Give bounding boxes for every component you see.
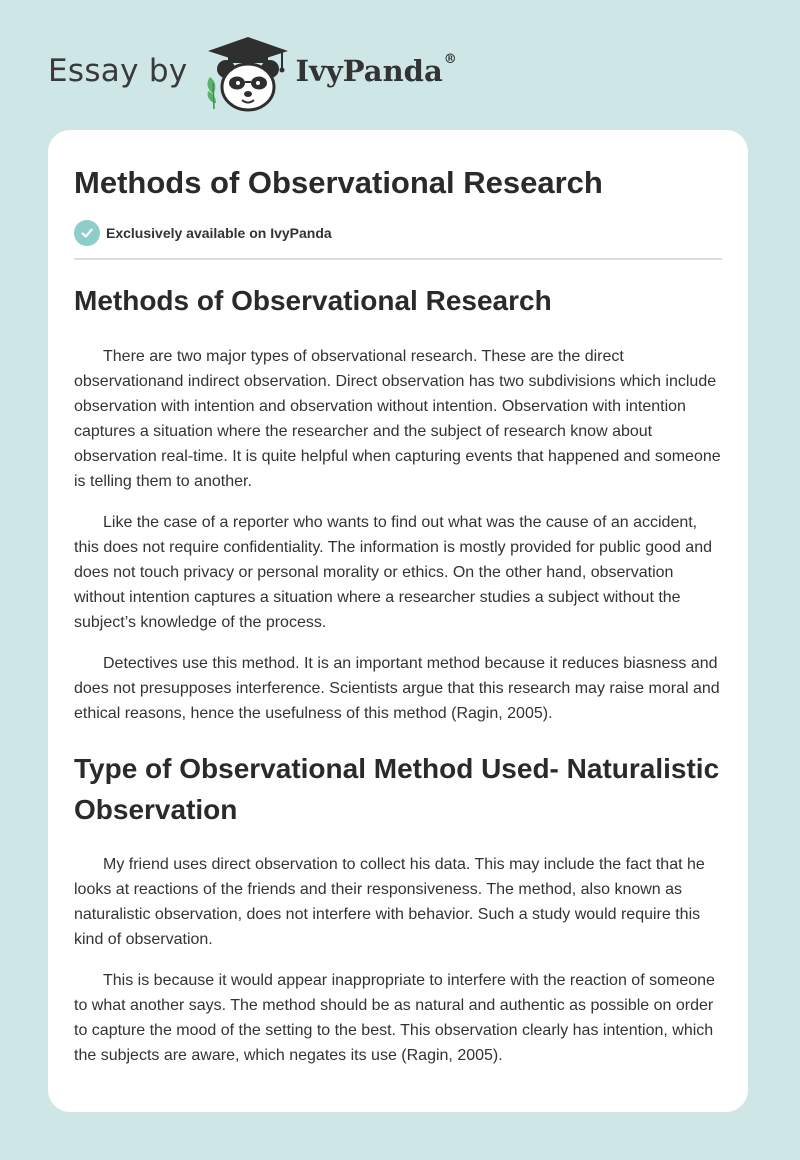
section-heading: Type of Observational Method Used- Naturalistic Observation [74, 753, 720, 825]
paragraph: There are two major types of observational research. These are the direct observationand indirect observation. Direct observation has two subdivisions which include observation with intention and observation without intention. Observation with intention captures a situation where the researcher and the subject of research know about observation real-time. It is quite helpful when capturing events that happened and someone is telling them to another. [74, 348, 721, 490]
essay-card [48, 130, 748, 1112]
section-heading: Methods of Observational Research [74, 285, 552, 316]
panda-logo-icon[interactable] [202, 35, 294, 113]
paragraph: This is because it would appear inappropriate to interfere with the reaction of someone to what another says. The method should be as natural and authentic as possible on order to capture the mood of the setting to the best. This observation clearly has intention, which the subjects are aware, which negates its use (Ragin, 2005). [74, 972, 715, 1064]
badge-text: Exclusively available on IvyPanda [106, 225, 332, 241]
paragraph: Like the case of a reporter who wants to find out what was the cause of an accident, this does not require confidentiality. The information is mostly provided for public good and does not touch privacy or personal morality or ethics. On the other hand, observation without intention captures a situation where a researcher studies a subject without the subject’s knowledge of the process. [74, 514, 712, 631]
paragraph: Detectives use this method. It is an important method because it reduces biasness and does not presupposes interference. Scientists argue that this research may raise moral and ethical reasons, hence the usefulness of this method (Ragin, 2005). [74, 655, 720, 722]
brand-prefix: Essay by [48, 53, 188, 89]
paragraph: My friend uses direct observation to collect his data. This may include the fact that he looks at reactions of the friends and their responsiveness. The method, also known as naturalistic observation, does not interfere with behavior. Such a study would require this kind of observation. [74, 856, 705, 948]
brand-name: IvyPanda® [295, 52, 457, 88]
check-icon [74, 220, 100, 246]
brand-header [48, 34, 457, 114]
divider [74, 258, 722, 260]
page-title: Methods of Observational Research [74, 165, 603, 200]
exclusive-badge [74, 220, 722, 246]
